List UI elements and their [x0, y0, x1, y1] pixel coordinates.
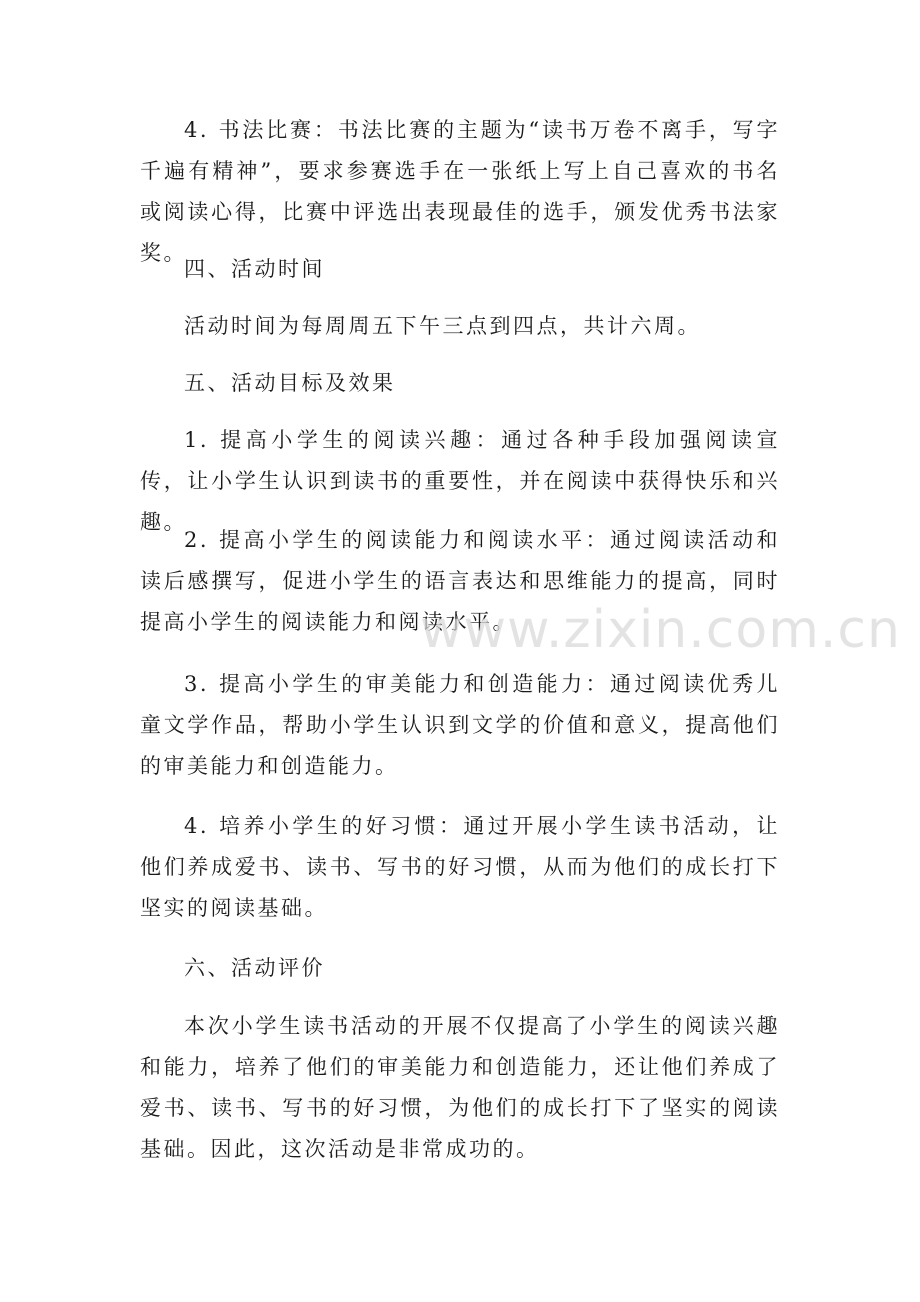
paragraph-goal-2: 2. 提高小学生的阅读能力和阅读水平：通过阅读活动和读后感撰写，促进小学生的语言表达和思维能力的提高，同时提高小学生的阅读能力和阅读水平。 [140, 528, 780, 634]
paragraph-goal-3: 3. 提高小学生的审美能力和创造能力：通过阅读优秀儿童文学作品，帮助小学生认识到文学的价值和意义，提高他们的审美能力和创造能力。 [140, 672, 780, 778]
paragraph-evaluation: 本次小学生读书活动的开展不仅提高了小学生的阅读兴趣和能力，培养了他们的审美能力和创造能力，还让他们养成了爱书、读书、写书的好习惯，为他们的成长打下了坚实的阅读基础。因此，这次活动是非常成功的。 [140, 1014, 780, 1161]
section-heading-goals-effects: 五、活动目标及效果 [184, 371, 396, 395]
section-heading-activity-time: 四、活动时间 [184, 257, 325, 281]
watermark-text: www.zixin.com.cn [420, 600, 901, 660]
section-heading-evaluation: 六、活动评价 [184, 956, 325, 980]
paragraph-calligraphy-contest: 4. 书法比赛：书法比赛的主题为“读书万卷不离手，写字千遍有精神”，要求参赛选手在一张纸上写上自己喜欢的书名或阅读心得，比赛中评选出表现最佳的选手，颁发优秀书法家奖。 [140, 118, 780, 265]
paragraph-activity-time: 活动时间为每周周五下午三点到四点，共计六周。 [184, 314, 701, 338]
paragraph-goal-4: 4. 培养小学生的好习惯：通过开展小学生读书活动，让他们养成爱书、读书、写书的好习惯，从而为他们的成长打下坚实的阅读基础。 [140, 814, 780, 920]
paragraph-goal-1: 1. 提高小学生的阅读兴趣：通过各种手段加强阅读宣传，让小学生认识到读书的重要性，并在阅读中获得快乐和兴趣。 [140, 428, 780, 534]
